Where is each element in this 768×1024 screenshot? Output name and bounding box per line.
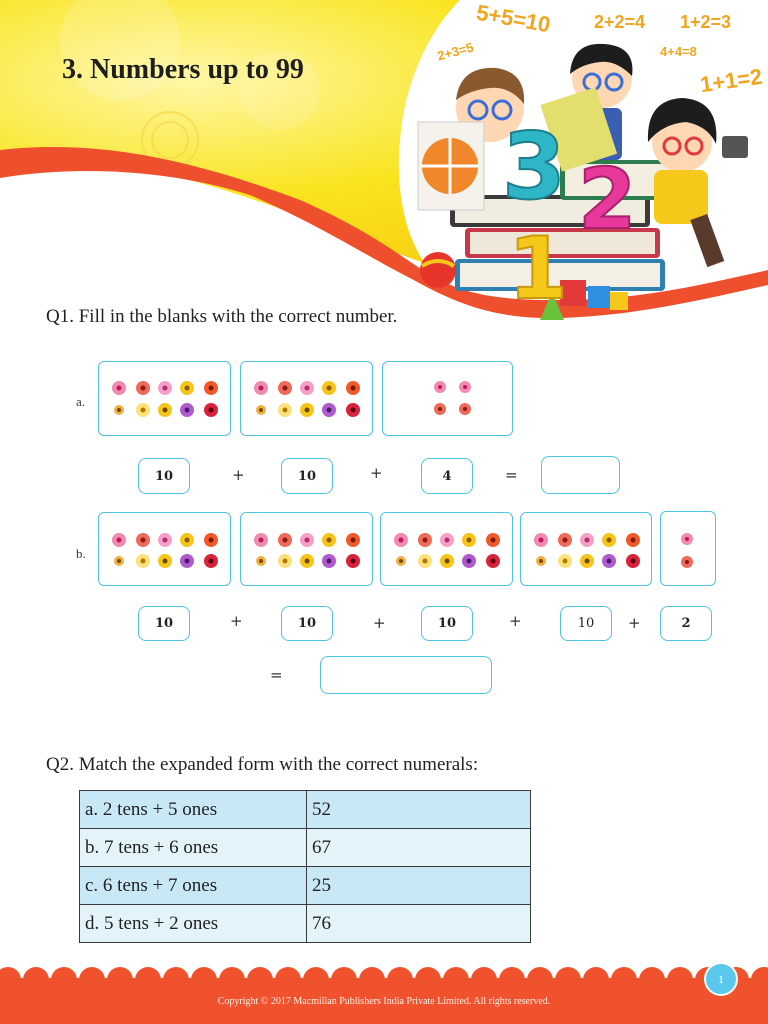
numeral-cell: 52: [307, 791, 531, 829]
plus-sign: +: [370, 464, 383, 482]
number-box: 10: [281, 458, 333, 494]
expanded-form-cell: c. 6 tens + 7 ones: [80, 867, 307, 905]
expanded-form-cell: d. 5 tens + 2 ones: [80, 905, 307, 943]
answer-box-b[interactable]: [320, 656, 492, 694]
number-box: 10: [560, 606, 612, 641]
number-box: 10: [421, 606, 473, 641]
flowers-icon: [661, 512, 717, 587]
row-label-b: b.: [76, 546, 86, 561]
kids-with-books-illustration: [410, 30, 750, 330]
flowers-icon: [241, 362, 374, 437]
question-2-prompt: Q2. Match the expanded form with the correct numerals:: [46, 754, 479, 775]
plus-sign: +: [230, 612, 243, 630]
svg-text:1: 1: [508, 219, 568, 319]
svg-text:2: 2: [578, 150, 637, 248]
copyright-text: Copyright © 2017 Macmillan Publishers India Private Limited. All rights reserved.: [217, 996, 551, 1007]
doodle-equation: 2+3=5: [435, 39, 476, 64]
flowers-icon: [241, 513, 374, 587]
flowers-icon: [381, 513, 514, 587]
doodle-equation: 2+2=4: [594, 12, 646, 32]
flower-group-four: [382, 361, 513, 436]
numeral-cell: 25: [307, 867, 531, 905]
table-row: [80, 905, 531, 943]
page-title: 3. Numbers up to 99: [62, 54, 304, 85]
match-table: [79, 790, 531, 943]
doodle-equation: 4+4=8: [660, 44, 697, 59]
flower-group-two: [660, 511, 716, 586]
flowers-icon: [99, 362, 232, 437]
table-row: [80, 791, 531, 829]
flower-group-ten: [520, 512, 652, 586]
footer-band: [0, 966, 768, 1024]
doodle-equation: 1+2=3: [680, 12, 732, 32]
number-box: 4: [421, 458, 473, 494]
doodle-equation: 5+5=10: [474, 0, 553, 38]
equals-sign: =: [270, 666, 283, 684]
expanded-form-cell: a. 2 tens + 5 ones: [80, 791, 307, 829]
number-box: 2: [660, 606, 712, 641]
row-label-a: a.: [76, 394, 86, 409]
plus-sign: +: [628, 614, 641, 632]
equals-sign: =: [505, 466, 518, 484]
flower-group-ten: [98, 361, 231, 436]
doodle-equation: 1+1=2: [698, 63, 764, 98]
number-box: 10: [138, 458, 190, 494]
plus-sign: +: [509, 612, 522, 630]
plus-sign: +: [232, 466, 245, 484]
flower-group-ten: [98, 512, 231, 586]
page-number-badge: 1: [704, 962, 738, 996]
number-box: 10: [281, 606, 333, 641]
table-row: [80, 829, 531, 867]
numeral-cell: 76: [307, 905, 531, 943]
flowers-icon: [99, 513, 232, 587]
numeral-cell: 67: [307, 829, 531, 867]
svg-text:3: 3: [502, 113, 567, 220]
flower-group-ten: [240, 512, 373, 586]
flowers-icon: [383, 362, 514, 437]
expanded-form-cell: b. 7 tens + 6 ones: [80, 829, 307, 867]
flower-group-ten: [240, 361, 373, 436]
table-row: [80, 867, 531, 905]
plus-sign: +: [373, 614, 386, 632]
answer-box-a[interactable]: [541, 456, 620, 494]
number-box: 10: [138, 606, 190, 641]
flowers-icon: [521, 513, 653, 587]
flower-group-ten: [380, 512, 513, 586]
question-1-prompt: Q1. Fill in the blanks with the correct number.: [46, 306, 398, 327]
